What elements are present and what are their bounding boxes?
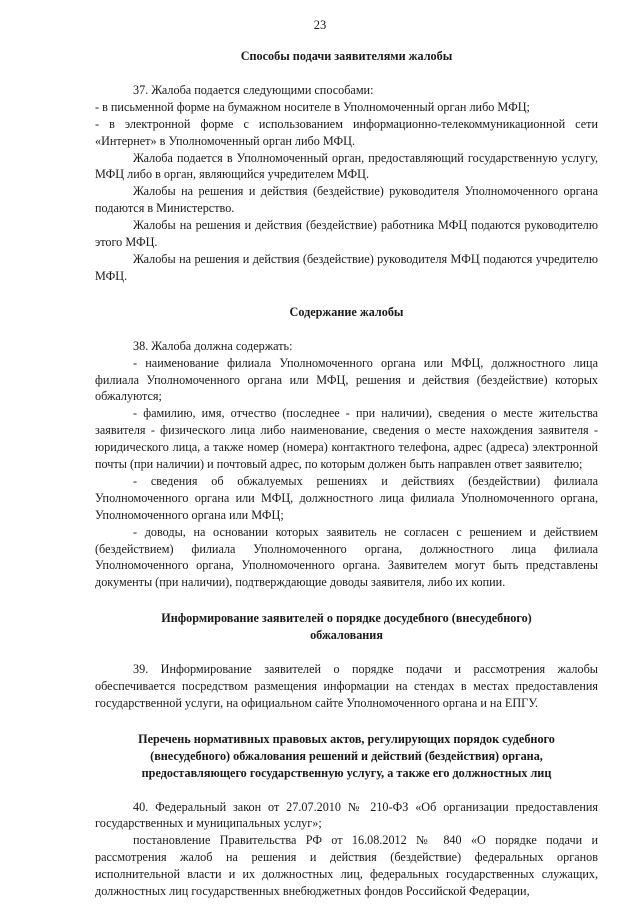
heading-line: Перечень нормативных правовых актов, регулирующих порядок судебного xyxy=(138,731,555,746)
paragraph-complaint-mfc-head: Жалобы на решения и действия (бездействие) руководителя МФЦ подаются учредителю МФЦ. xyxy=(95,251,598,283)
page-number: 23 xyxy=(313,18,327,32)
heading-line: обжалования xyxy=(310,628,383,643)
heading-line: (внесудебного) обжалования решений и действий (бездействия) органа, xyxy=(150,748,543,763)
heading-line: предоставляющего государственную услугу, а также его должностных лиц xyxy=(141,765,552,780)
heading-line: Информирование заявителей о порядке досудебного (внесудебного) xyxy=(161,611,532,626)
paragraph-40: 40. Федеральный закон от 27.07.2010 № 210-ФЗ «Об организации предоставления государственных и муниципальных услуг»; xyxy=(95,799,598,831)
paragraph-37: 37. Жалоба подается следующими способами: xyxy=(133,82,374,97)
paragraph-complaint-head-of-body: Жалобы на решения и действия (бездействие) руководителя Уполномоченного органа подаются в Министерство. xyxy=(95,184,598,216)
section-heading-complaint-content: Содержание жалобы xyxy=(289,304,404,319)
section-heading-informing-applicants xyxy=(95,610,598,644)
paragraph-complaint-addressees: Жалоба подается в Уполномоченный орган, предоставляющий государственную услугу, МФЦ либо в орган, являющийся учредителем МФЦ. xyxy=(95,150,598,182)
list-item-appealed-decisions: - сведения об обжалуемых решениях и действиях (бездействии) филиала Уполномоченного органа или МФЦ, должностного лица филиала Уполномоченного органа, Уполномоченного органа или МФЦ; xyxy=(95,473,598,522)
list-item-arguments: - доводы, на основании которых заявитель не согласен с решением и действием (бездействием) филиала Уполномоченного органа, должностного лица филиала Уполномоченного органа, Уполномоченного органа. Заявителем могут быть представлены документы (при наличии), подтверждающие доводы заявителя, либо их копии. xyxy=(95,524,598,590)
paragraph-39: 39. Информирование заявителей о порядке подачи и рассмотрения жалобы обеспечивается посредством размещения информации на стендах в местах предоставления государственной услуги, на официальном сайте Уполномоченного органа и на ЕПГУ. xyxy=(95,662,598,710)
section-heading-complaint-methods: Способы подачи заявителями жалобы xyxy=(240,49,453,63)
list-item-paper-form: - в письменной форме на бумажном носителе в Уполномоченный орган либо МФЦ; xyxy=(95,99,530,114)
paragraph-complaint-mfc-worker: Жалобы на решения и действия (бездействие) работника МФЦ подаются руководителю этого МФЦ. xyxy=(95,218,598,250)
section-heading-legal-acts xyxy=(95,731,598,782)
list-item-electronic-form: - в электронной форме с использованием информационно-телекоммуникационной сети «Интернет» в Уполномоченный орган либо МФЦ. xyxy=(95,116,598,148)
list-item-branch-name: - наименование филиала Уполномоченного органа или МФЦ, должностного лица филиала Уполномоченного органа или МФЦ, решения и действия (бездействие) которых обжалуются; xyxy=(95,355,598,404)
list-item-applicant-details: - фамилию, имя, отчество (последнее - при наличии), сведения о месте жительства заявителя - физического лица либо наименование, сведения о месте нахождения заявителя - юридического лица, а также номер (номера) контактного телефона, адрес (адреса) электронной почты (при наличии) и почтовый адрес, по которым должен быть направлен ответ заявителю; xyxy=(95,406,598,472)
document-body xyxy=(95,48,598,900)
paragraph-38: 38. Жалоба должна содержать: xyxy=(133,338,293,353)
paragraph-government-decree: постановление Правительства РФ от 16.08.2012 № 840 «О порядке подачи и рассмотрения жалоб на решения и действия (бездействие) федеральных органов исполнительной власти и их должностных лиц, федеральных государственных служащих, должностных лиц государственных внебюджетных фондов Российской Федерации, xyxy=(95,833,598,899)
